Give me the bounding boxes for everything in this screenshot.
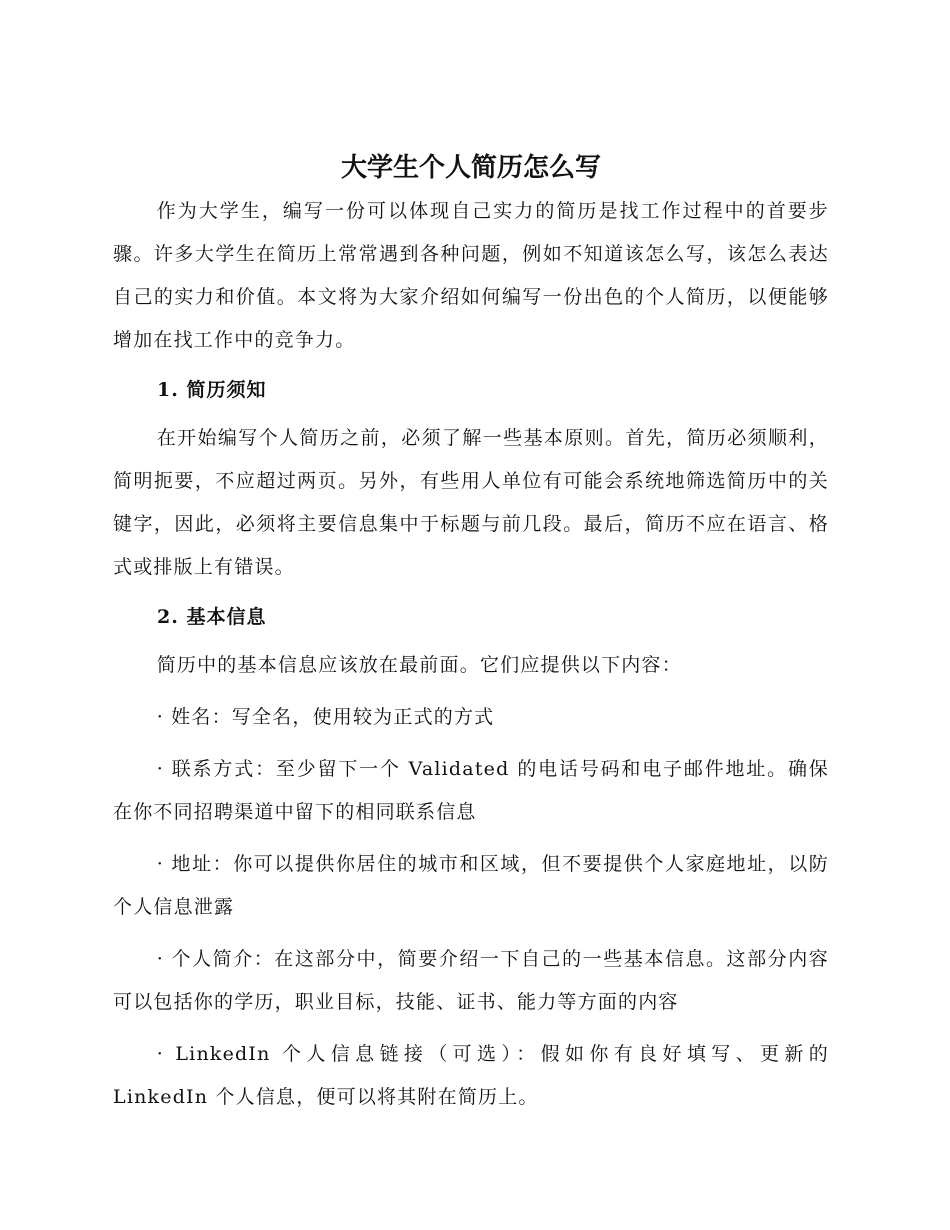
list-item: · 姓名：写全名，使用较为正式的方式	[156, 706, 495, 728]
list-item: · 地址：你可以提供你居住的城市和区域，但不要提供个人家庭地址，以防个人信息泄露	[113, 853, 829, 918]
list-item: · 个人简介：在这部分中，简要介绍一下自己的一些基本信息。这部分内容可以包括你的学历，职业目标，技能、证书、能力等方面的内容	[113, 948, 829, 1013]
intro-paragraph: 作为大学生，编写一份可以体现自己实力的简历是找工作过程中的首要步骤。许多大学生在简历上常常遇到各种问题，例如不知道该怎么写，该怎么表达自己的实力和价值。本文将为大家介绍如何编写一份出色的个人简历，以便能够增加在找工作中的竞争力。	[113, 200, 829, 351]
section-basic-info	[113, 596, 829, 1119]
document-page	[113, 148, 829, 1119]
section-notes	[113, 369, 829, 589]
list-item: · 联系方式：至少留下一个 Validated 的电话号码和电子邮件地址。确保在你不同招聘渠道中留下的相同联系信息	[113, 758, 829, 823]
list-item: · LinkedIn 个人信息链接（可选）：假如你有良好填写、更新的 LinkedIn 个人信息，便可以将其附在简历上。	[113, 1043, 829, 1108]
section-paragraph: 在开始编写个人简历之前，必须了解一些基本原则。首先，简历必须顺利，简明扼要，不应超过两页。另外，有些用人单位有可能会系统地筛选简历中的关键字，因此，必须将主要信息集中于标题与前几段。最后，简历不应在语言、格式或排版上有错误。	[113, 427, 829, 578]
section-heading: 1. 简历须知	[157, 379, 267, 401]
section-heading: 2. 基本信息	[157, 606, 267, 628]
section-paragraph: 简历中的基本信息应该放在最前面。它们应提供以下内容：	[156, 654, 682, 676]
document-title: 大学生个人简历怎么写	[340, 153, 601, 183]
